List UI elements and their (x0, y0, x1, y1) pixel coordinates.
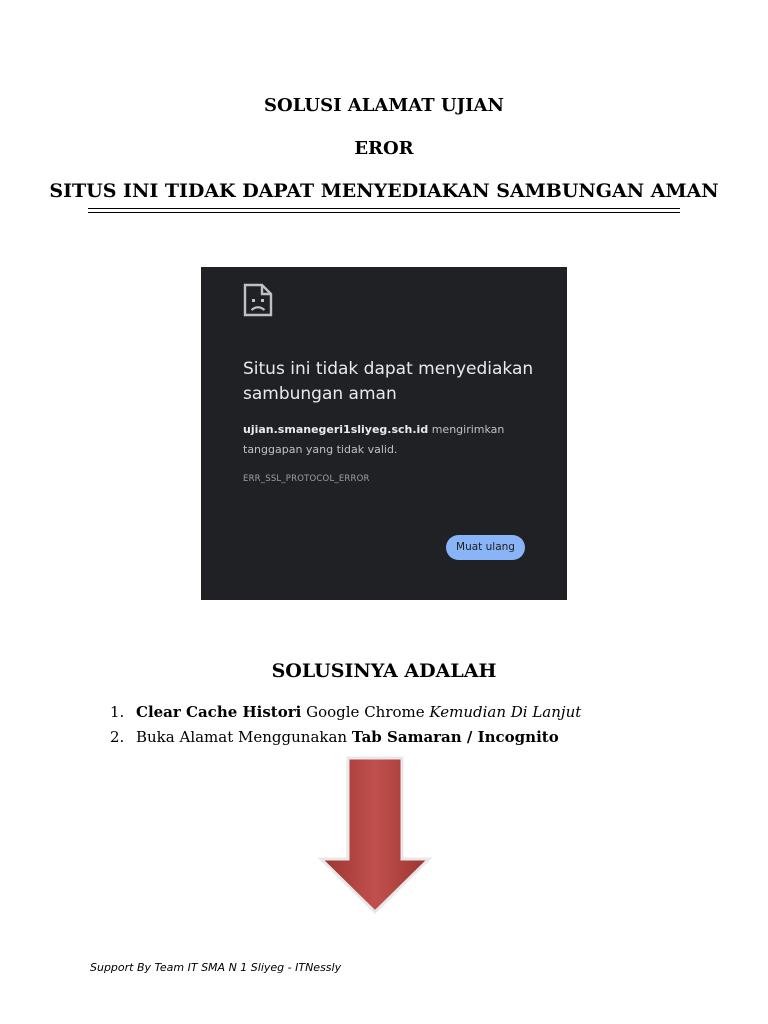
sad-page-icon (243, 283, 273, 317)
footer-credit: Support By Team IT SMA N 1 Sliyeg - ITNessly (90, 961, 342, 974)
solution-heading: SOLUSINYA ADALAH (271, 660, 497, 682)
double-underline-divider (88, 208, 680, 213)
step-normal-text: Google Chrome (301, 703, 430, 721)
reload-button[interactable]: Muat ulang (446, 535, 525, 560)
error-screenshot (201, 267, 567, 600)
document-subtitle: EROR (354, 138, 414, 159)
step-bold-text: Tab Samaran / Incognito (351, 728, 559, 746)
step-number: 2. (110, 728, 125, 746)
document-error-heading: SITUS INI TIDAK DAPAT MENYEDIAKAN SAMBUNGAN AMAN (49, 180, 719, 202)
list-item (110, 700, 710, 725)
error-code: ERR_SSL_PROTOCOL_ERROR (243, 474, 370, 484)
document-title: SOLUSI ALAMAT UJIAN (264, 95, 504, 116)
list-item (110, 725, 710, 750)
error-desc-part1: mengirimkan (428, 423, 505, 436)
error-description (243, 420, 543, 460)
down-arrow-icon (318, 755, 432, 915)
error-title: Situs ini tidak dapat menyediakan sambungan aman (243, 359, 534, 404)
step-number: 1. (110, 703, 125, 721)
step-text (136, 700, 581, 725)
error-desc-part2: tanggapan yang tidak valid. (243, 443, 398, 456)
step-text (136, 725, 559, 750)
step-bold-text: Clear Cache Histori (136, 703, 302, 721)
solution-steps-list (110, 700, 710, 750)
step-normal-text: Buka Alamat Menggunakan (136, 728, 352, 746)
step-italic-text: Kemudian Di Lanjut (429, 703, 582, 721)
error-domain: ujian.smanegeri1sliyeg.sch.id (243, 423, 429, 436)
